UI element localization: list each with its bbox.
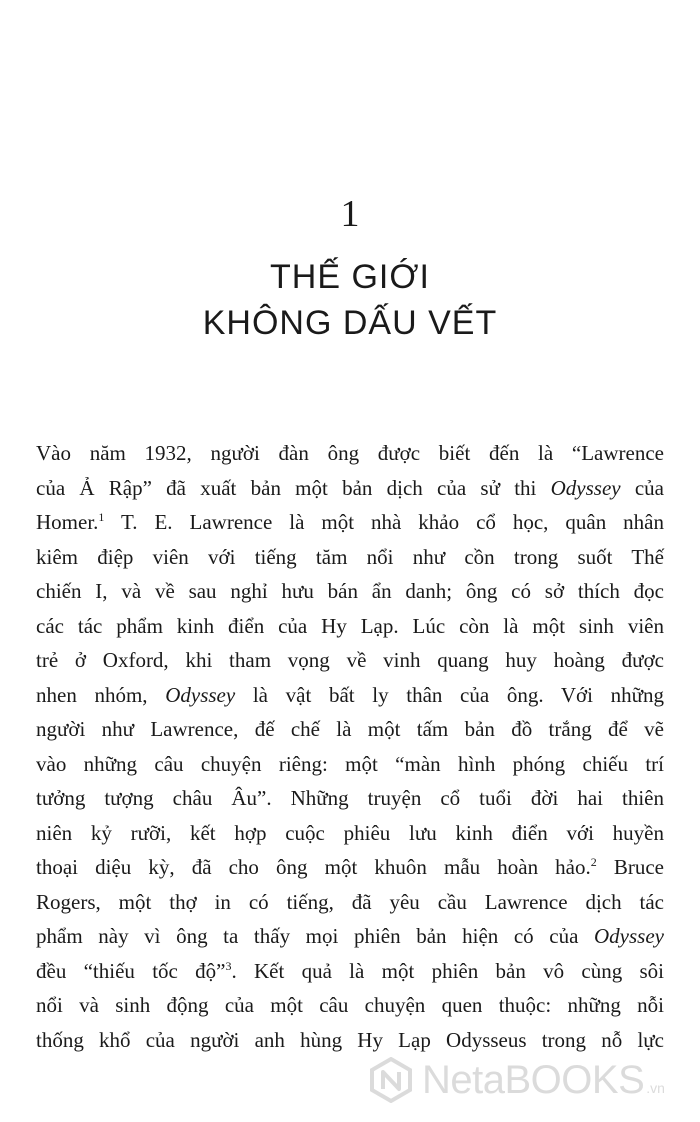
footnote-ref: 3 bbox=[225, 958, 232, 973]
text-line: chiến I, và về sau nghỉ hưu bán ẩn danh; ông có sở thích đọc bbox=[36, 579, 664, 603]
text-line: nổi và sinh động của một câu chuyện quen thuộc: những nỗi bbox=[36, 993, 664, 1017]
text-line: nhen nhóm, Odyssey là vật bất ly thân của ông. Với những bbox=[36, 682, 665, 707]
text-line: Vào năm 1932, người đàn ông được biết đến là “Lawrence bbox=[36, 441, 664, 465]
footnote-ref: 1 bbox=[98, 510, 105, 524]
text-line: vào những câu chuyện riêng: một “màn hình phóng chiếu trí bbox=[36, 751, 664, 776]
footnote-ref: 2 bbox=[590, 855, 597, 869]
watermark-domain: .vn bbox=[646, 1080, 665, 1096]
text-line: người như Lawrence, đế chế là một tấm bản đồ trắng để vẽ bbox=[36, 717, 664, 741]
text-line: thoại diệu kỳ, đã cho ông một khuôn mẫu hoàn hảo.$^2$ Bruce bbox=[36, 855, 664, 879]
text-line: đều “thiếu tốc độ”$^3$. Kết quả là một phiên bản vô cùng sôi bbox=[36, 958, 664, 983]
text-line: phẩm này vì ông ta thấy mọi phiên bản hiện có của Odyssey bbox=[36, 924, 664, 948]
chapter-number: 1 bbox=[340, 193, 360, 235]
text-line: thống khổ của người anh hùng Hy Lạp Odysseus trong nỗ lực bbox=[36, 1027, 664, 1052]
body-paragraph bbox=[36, 436, 664, 1057]
text-line: Homer.$^1$ T. E. Lawrence là một nhà khảo cổ học, quân nhân bbox=[36, 510, 664, 534]
text-line: trẻ ở Oxford, khi tham vọng về vinh quang huy hoàng được bbox=[36, 648, 664, 672]
text-line: của Ả Rập” đã xuất bản một bản dịch của sử thi Odyssey của bbox=[36, 475, 664, 500]
text-line: các tác phẩm kinh điển của Hy Lạp. Lúc còn là một sinh viên bbox=[36, 613, 664, 638]
text-line: tưởng tượng châu Âu”. Những truyện cổ tuổi đời hai thiên bbox=[36, 786, 664, 810]
text-line: niên kỷ rưỡi, kết hợp cuộc phiêu lưu kinh điển với huyền bbox=[36, 820, 664, 845]
text-line: kiêm điệp viên với tiếng tăm nổi như cồn trong suốt Thế bbox=[36, 544, 664, 569]
watermark-brand: NetaBOOKS bbox=[422, 1057, 645, 1102]
watermark bbox=[368, 1050, 665, 1110]
netabooks-logo-icon bbox=[368, 1057, 414, 1103]
chapter-title-line-1: THẾ GIỚI bbox=[270, 258, 430, 296]
chapter-title-line-2: KHÔNG DẤU VẾT bbox=[202, 304, 498, 342]
chapter-title bbox=[0, 254, 700, 346]
text-line: Rogers, một thợ in có tiếng, đã yêu cầu Lawrence dịch tác bbox=[36, 889, 664, 914]
